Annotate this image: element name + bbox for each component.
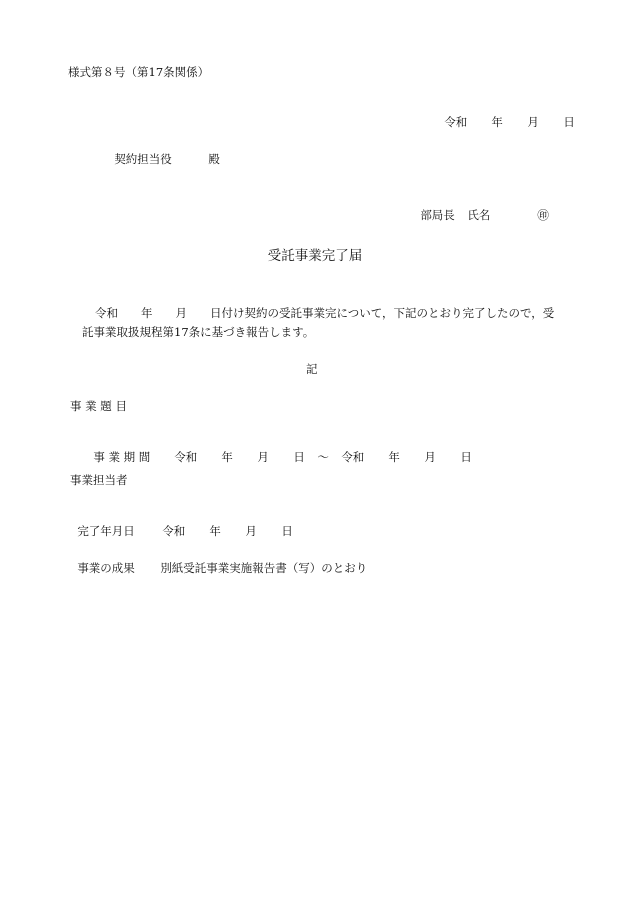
date-month: 月 (527, 115, 539, 129)
period-start-month: 月 (257, 450, 269, 464)
addressee-title: 契約担当役 (114, 152, 172, 166)
seal-mark: ㊞ (537, 208, 549, 222)
form-number: 様式第８号（第17条関係） (68, 65, 210, 79)
sender-position: 部局長 (420, 208, 455, 222)
project-period (86, 436, 472, 464)
date-day: 日 (563, 115, 575, 129)
period-end-month: 月 (424, 450, 436, 464)
results-label: 事業の成果 (77, 561, 135, 575)
completion-era: 令和 (162, 524, 186, 538)
period-end-year: 年 (388, 450, 400, 464)
sender (413, 194, 549, 222)
results-value: 別紙受託事業実施報告書（写）のとおり (160, 561, 368, 575)
body-line-1: 令和 年 月 日付け契約の受託事業完について，下記のとおり完了したので，受 (95, 306, 555, 320)
project-results (70, 547, 367, 575)
addressee (107, 138, 220, 166)
period-end-era: 令和 (341, 450, 365, 464)
completion-label: 完了年月日 (77, 524, 135, 538)
completion-year: 年 (209, 524, 221, 538)
completion-month: 月 (245, 524, 257, 538)
document-title: 受託事業完了届 (267, 248, 363, 264)
period-start-day: 日 (293, 450, 305, 464)
completion-day: 日 (281, 524, 293, 538)
completion-date (70, 510, 293, 538)
date-era: 令和 (444, 115, 468, 129)
period-end-day: 日 (460, 450, 472, 464)
date-line (437, 101, 575, 129)
project-title-label: 事 業 題 目 (70, 399, 127, 413)
body-line-2: 託事業取扱規程第17条に基づき報告します。 (82, 325, 315, 339)
period-start-era: 令和 (174, 450, 198, 464)
date-year: 年 (491, 115, 503, 129)
period-label: 事 業 期 間 (93, 450, 151, 464)
period-separator: 〜 (317, 450, 329, 464)
sender-name-label: 氏名 (467, 208, 491, 222)
manager-label: 事業担当者 (70, 473, 128, 487)
ki-heading: 記 (306, 362, 318, 376)
period-start-year: 年 (221, 450, 233, 464)
addressee-honorific: 殿 (208, 152, 220, 166)
